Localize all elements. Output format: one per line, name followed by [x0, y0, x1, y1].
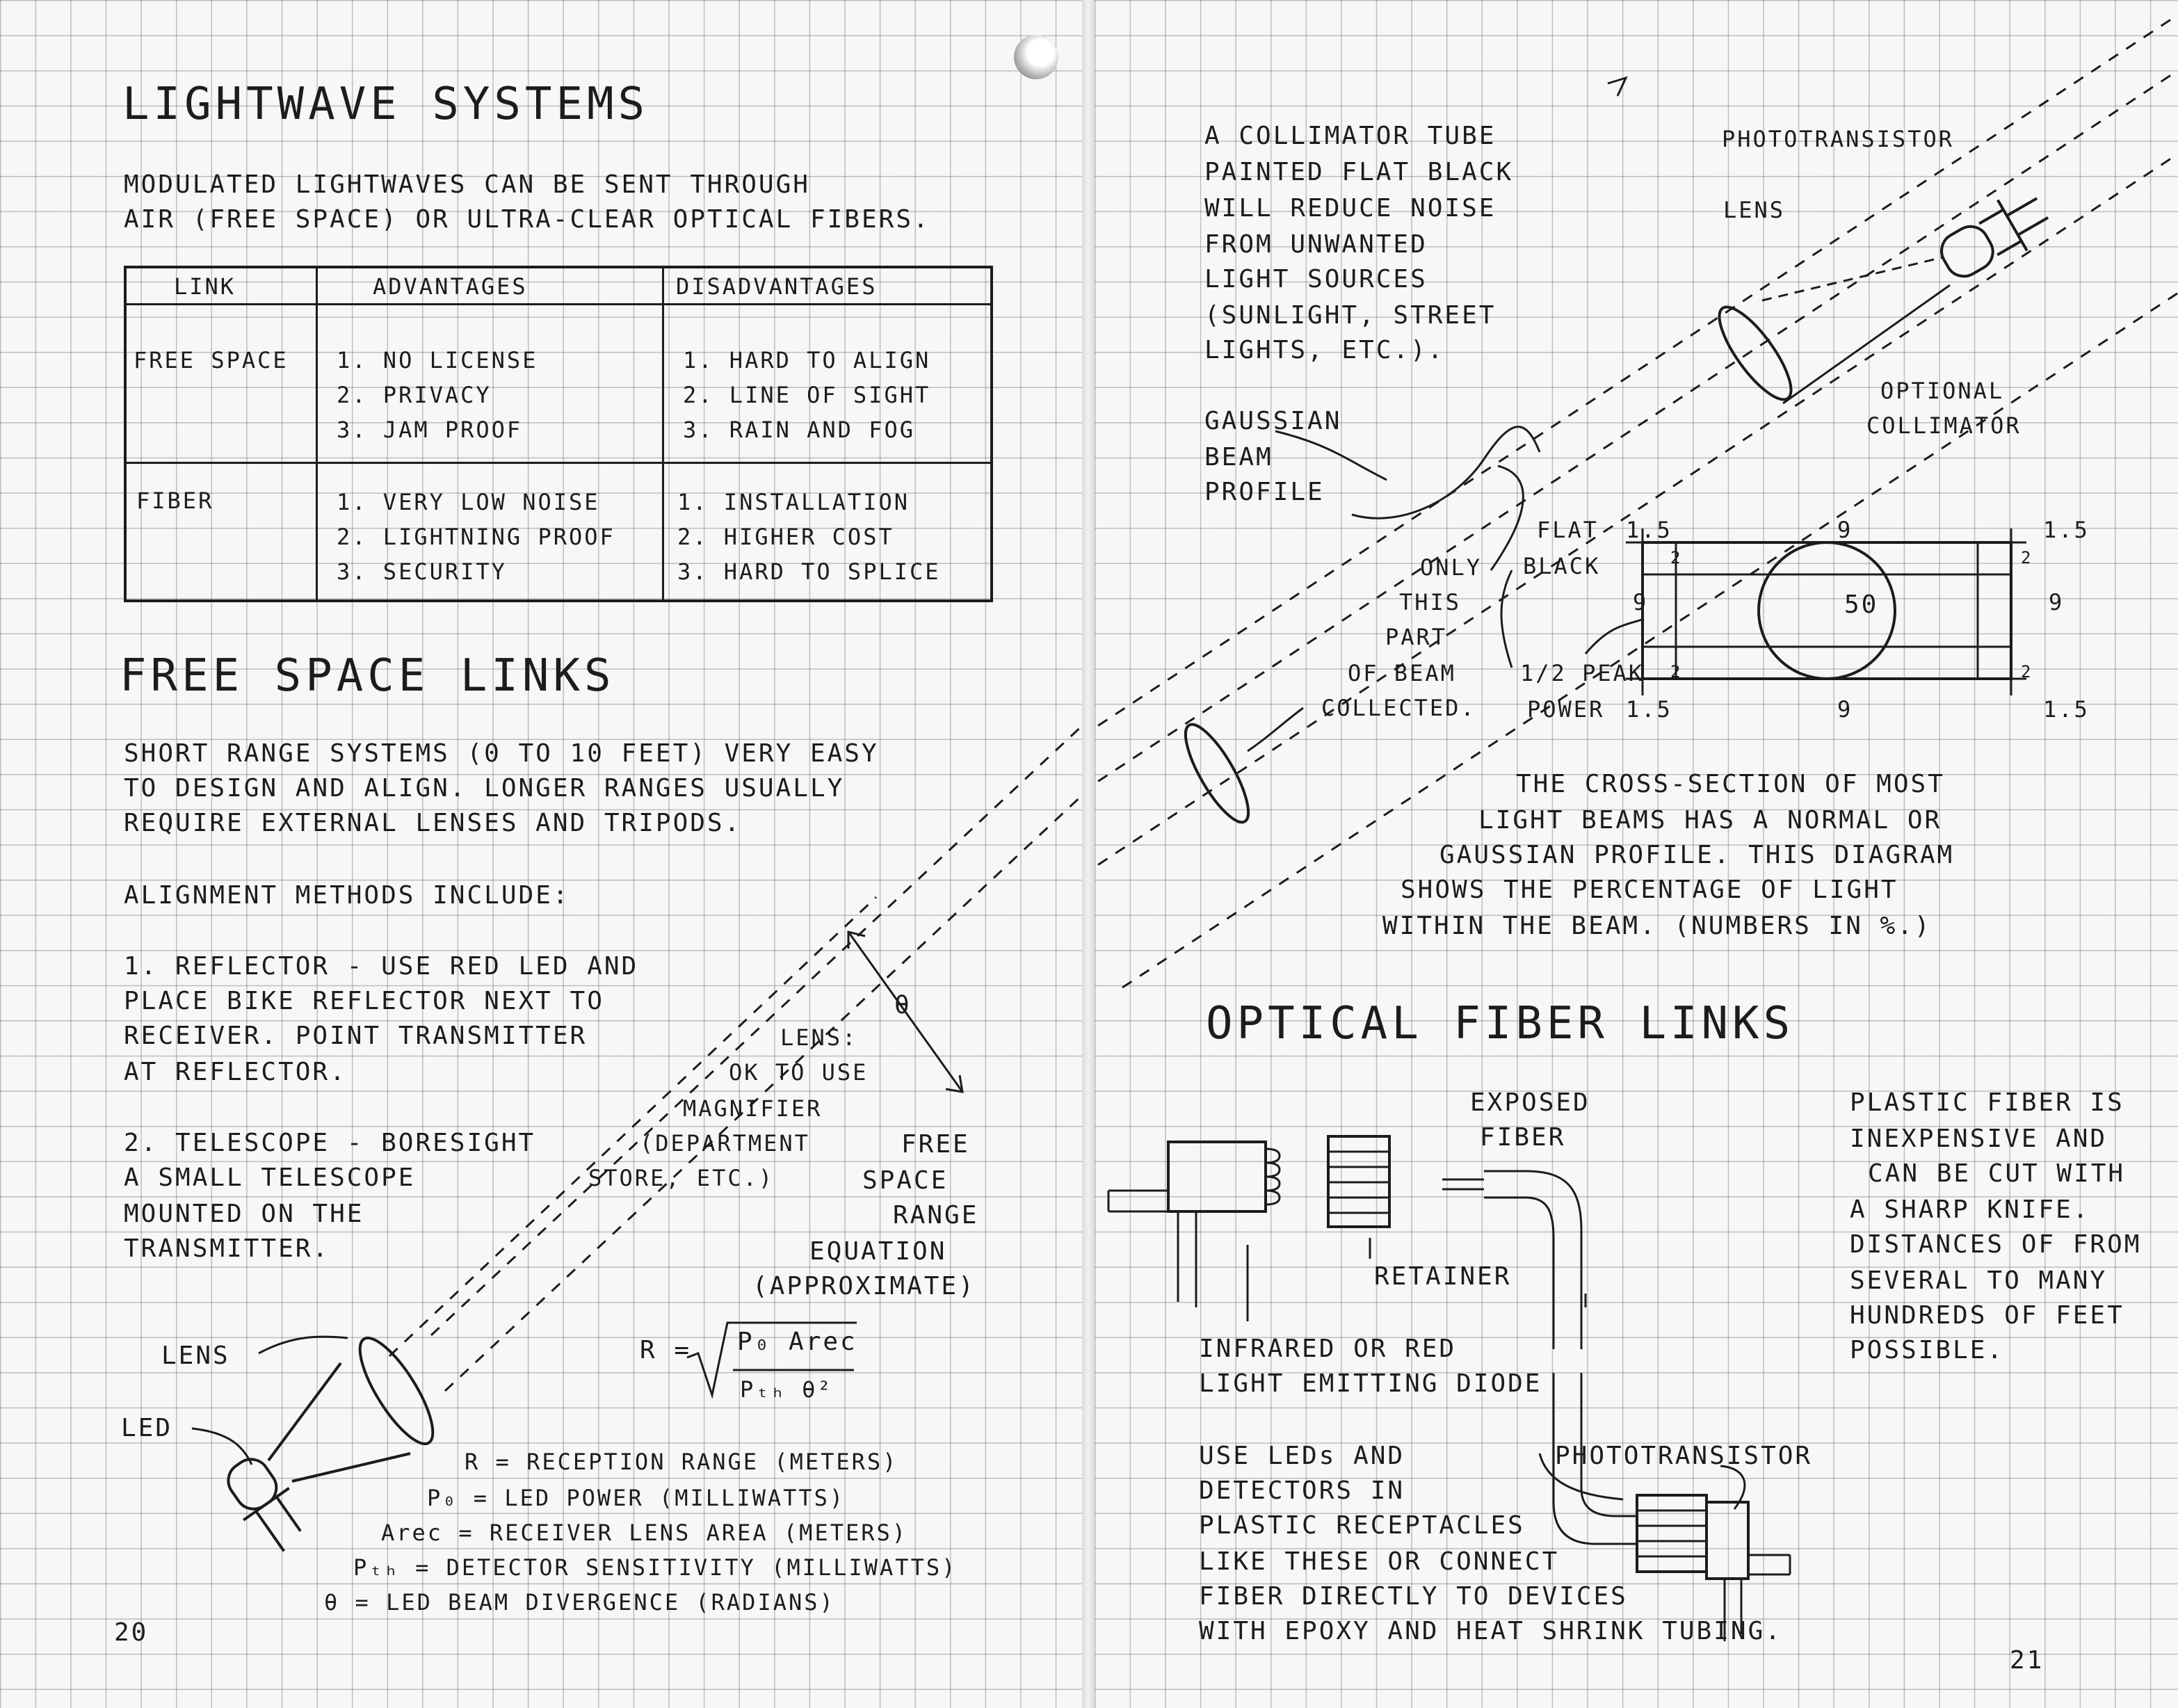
label-only-part: COLLECTED.	[1321, 695, 1476, 721]
label-flat-black: BLACK	[1523, 553, 1601, 579]
table-cell: 2. HIGHER COST	[677, 524, 894, 550]
label-lens: LENS	[161, 1342, 230, 1370]
binder-hole	[1014, 35, 1058, 79]
collimator-note-line: LIGHTS, ETC.).	[1204, 336, 1445, 364]
plastic-fiber-line: SEVERAL TO MANY	[1850, 1266, 2108, 1295]
alignment-heading: ALIGNMENT METHODS INCLUDE:	[124, 881, 570, 910]
cross-section-line: GAUSSIAN PROFILE. THIS DIAGRAM	[1439, 841, 1955, 869]
table-cell: 3. RAIN AND FOG	[683, 417, 915, 443]
label-exposed-fiber: FIBER	[1480, 1123, 1566, 1152]
lens-note-line: STORE, ETC.)	[588, 1165, 775, 1191]
table-cell: 1. VERY LOW NOISE	[337, 489, 600, 515]
table-header-disadvantages: DISADVANTAGES	[676, 273, 878, 300]
table-cell: 2. PRIVACY	[337, 382, 492, 408]
table-cell: 1. HARD TO ALIGN	[683, 347, 931, 373]
method-2-line: TRANSMITTER.	[124, 1234, 330, 1263]
equation-numerator: P₀ Arec	[737, 1328, 857, 1356]
short-range-line: TO DESIGN AND ALIGN. LONGER RANGES USUALLY	[124, 774, 845, 803]
label-phototransistor-bottom: PHOTOTRANSISTOR	[1555, 1442, 1813, 1470]
label-only-part: OF BEAM	[1348, 660, 1456, 686]
section-title-optical-fiber: OPTICAL FIBER LINKS	[1206, 998, 1795, 1049]
left-page	[0, 0, 1082, 1708]
cross-section-line: THE CROSS-SECTION OF MOST	[1516, 770, 1945, 798]
collimator-note-line: (SUNLIGHT, STREET	[1204, 301, 1497, 330]
table-cell: 1. INSTALLATION	[677, 489, 910, 515]
short-range-line: REQUIRE EXTERNAL LENSES AND TRIPODS.	[124, 809, 742, 837]
intro-line-1: MODULATED LIGHTWAVES CAN BE SENT THROUGH	[124, 170, 810, 199]
grid-value: 1.5	[2043, 696, 2090, 723]
lens-note-line: LENS:	[780, 1024, 858, 1051]
label-gaussian: GAUSSIAN	[1204, 407, 1342, 435]
grid-value: 2	[2021, 662, 2033, 682]
label-retainer: RETAINER	[1374, 1262, 1512, 1291]
table-header-link: LINK	[174, 273, 236, 300]
grid-value: 2	[1670, 662, 1683, 682]
use-leds-line: PLASTIC RECEPTACLES	[1199, 1511, 1525, 1540]
method-2-line: 2. TELESCOPE - BORESIGHT	[124, 1129, 536, 1157]
equation-title-line: RANGE	[893, 1201, 979, 1230]
free-space-diagram	[0, 0, 1082, 1708]
label-only-part: ONLY	[1420, 554, 1483, 581]
lens-note-line: (DEPARTMENT	[640, 1130, 810, 1157]
equation-lhs: R =	[640, 1336, 692, 1364]
plastic-fiber-line: DISTANCES OF FROM	[1850, 1230, 2142, 1259]
equation-title-line: FREE	[901, 1130, 970, 1159]
page-title: LIGHTWAVE SYSTEMS	[122, 79, 650, 130]
collimator-note-line: A COLLIMATOR TUBE	[1204, 122, 1497, 150]
label-half-peak: POWER	[1527, 696, 1605, 723]
equation-title-line: EQUATION	[809, 1237, 947, 1266]
plastic-fiber-line: A SHARP KNIFE.	[1850, 1195, 2090, 1224]
definition-line: Pₜₕ = DETECTOR SENSITIVITY (MILLIWATTS)	[353, 1554, 958, 1581]
label-only-part: THIS	[1399, 589, 1462, 615]
method-1-line: RECEIVER. POINT TRANSMITTER	[124, 1022, 588, 1050]
equation-denominator: Pₜₕ θ²	[740, 1376, 833, 1403]
cross-section-line: LIGHT BEAMS HAS A NORMAL OR	[1478, 806, 1942, 835]
table-row-link: FREE SPACE	[134, 347, 289, 373]
table-row-link: FIBER	[136, 488, 214, 514]
page-number: 20	[114, 1618, 149, 1647]
label-lens-top: LENS	[1723, 197, 1786, 223]
label-gaussian: BEAM	[1204, 443, 1273, 472]
table-cell: 3. SECURITY	[337, 558, 507, 585]
use-leds-line: DETECTORS IN	[1199, 1476, 1405, 1505]
collimator-note-line: FROM UNWANTED	[1204, 230, 1428, 259]
table-cell: 2. LIGHTNING PROOF	[337, 524, 615, 550]
label-ired: INFRARED OR RED	[1199, 1335, 1457, 1363]
label-phototransistor-top: PHOTOTRANSISTOR	[1722, 126, 1954, 152]
label-exposed-fiber: EXPOSED	[1470, 1088, 1590, 1117]
table-header-advantages: ADVANTAGES	[373, 273, 528, 300]
grid-value: 9	[1837, 517, 1853, 543]
right-page	[1095, 0, 2178, 1708]
plastic-fiber-line: PLASTIC FIBER IS	[1850, 1088, 2124, 1117]
grid-value: 9	[1633, 589, 1649, 615]
table-cell: 2. LINE OF SIGHT	[683, 382, 931, 408]
plastic-fiber-line: HUNDREDS OF FEET	[1850, 1301, 2124, 1330]
equation-title-line: (APPROXIMATE)	[752, 1272, 976, 1300]
cross-section-line: SHOWS THE PERCENTAGE OF LIGHT	[1401, 876, 1898, 904]
table-cell: 3. HARD TO SPLICE	[677, 558, 941, 585]
grid-value: 9	[1837, 696, 1853, 723]
equation-title-line: SPACE	[862, 1166, 949, 1195]
label-optional-collimator: COLLIMATOR	[1866, 412, 2022, 439]
plastic-fiber-line: POSSIBLE.	[1850, 1336, 2005, 1364]
grid-value: 2	[1670, 548, 1683, 567]
label-optional-collimator: OPTIONAL	[1880, 378, 2005, 404]
grid-value: 9	[2049, 589, 2065, 615]
label-ired: LIGHT EMITTING DIODE	[1199, 1369, 1542, 1398]
use-leds-line: USE LEDs AND	[1199, 1442, 1405, 1470]
book-gutter	[1082, 0, 1095, 1708]
method-1-line: 1. REFLECTOR - USE RED LED AND	[124, 952, 639, 981]
grid-value: 1.5	[2043, 517, 2090, 543]
method-2-line: A SMALL TELESCOPE	[124, 1163, 416, 1192]
table-cell: 1. NO LICENSE	[337, 347, 538, 373]
definition-line: R = RECEPTION RANGE (METERS)	[465, 1449, 898, 1475]
definition-line: Arec = RECEIVER LENS AREA (METERS)	[381, 1520, 908, 1546]
use-leds-line: FIBER DIRECTLY TO DEVICES	[1199, 1582, 1628, 1611]
label-flat-black: FLAT	[1537, 517, 1599, 543]
method-1-line: AT REFLECTOR.	[124, 1058, 347, 1086]
grid-value: 1.5	[1626, 696, 1672, 723]
lens-note-line: OK TO USE	[729, 1059, 869, 1086]
method-1-line: PLACE BIKE REFLECTOR NEXT TO	[124, 987, 604, 1015]
section-title-free-space: FREE SPACE LINKS	[120, 650, 615, 702]
grid-value: 2	[2021, 548, 2033, 567]
table-cell: 3. JAM PROOF	[337, 417, 523, 443]
optics-diagrams	[1095, 0, 2178, 1708]
collimator-note-line: PAINTED FLAT BLACK	[1204, 158, 1514, 186]
lens-note-line: MAGNIFIER	[683, 1095, 823, 1122]
label-led: LED	[121, 1414, 173, 1442]
intro-line-2: AIR (FREE SPACE) OR ULTRA-CLEAR OPTICAL FIBERS.	[124, 205, 930, 234]
plastic-fiber-line: CAN BE CUT WITH	[1868, 1159, 2126, 1188]
label-half-peak: 1/2 PEAK	[1520, 660, 1645, 686]
use-leds-line: LIKE THESE OR CONNECT	[1199, 1547, 1560, 1576]
theta-label: θ	[894, 991, 912, 1020]
label-only-part: PART	[1385, 624, 1448, 650]
collimator-note-line: WILL REDUCE NOISE	[1204, 194, 1497, 223]
method-2-line: MOUNTED ON THE	[124, 1200, 364, 1228]
collimator-note-line: LIGHT SOURCES	[1204, 265, 1428, 293]
use-leds-line: WITH EPOXY AND HEAT SHRINK TUBING.	[1199, 1617, 1782, 1645]
definition-line: θ = LED BEAM DIVERGENCE (RADIANS)	[324, 1589, 835, 1616]
label-gaussian: PROFILE	[1204, 478, 1325, 506]
page-number: 21	[2010, 1646, 2044, 1675]
cross-section-line: WITHIN THE BEAM. (NUMBERS IN %.)	[1382, 912, 1932, 940]
definition-line: P₀ = LED POWER (MILLIWATTS)	[427, 1485, 846, 1511]
grid-value: 1.5	[1626, 517, 1672, 543]
grid-value-center: 50	[1844, 590, 1879, 619]
short-range-line: SHORT RANGE SYSTEMS (0 TO 10 FEET) VERY EASY	[124, 739, 879, 768]
plastic-fiber-line: INEXPENSIVE AND	[1850, 1125, 2108, 1153]
